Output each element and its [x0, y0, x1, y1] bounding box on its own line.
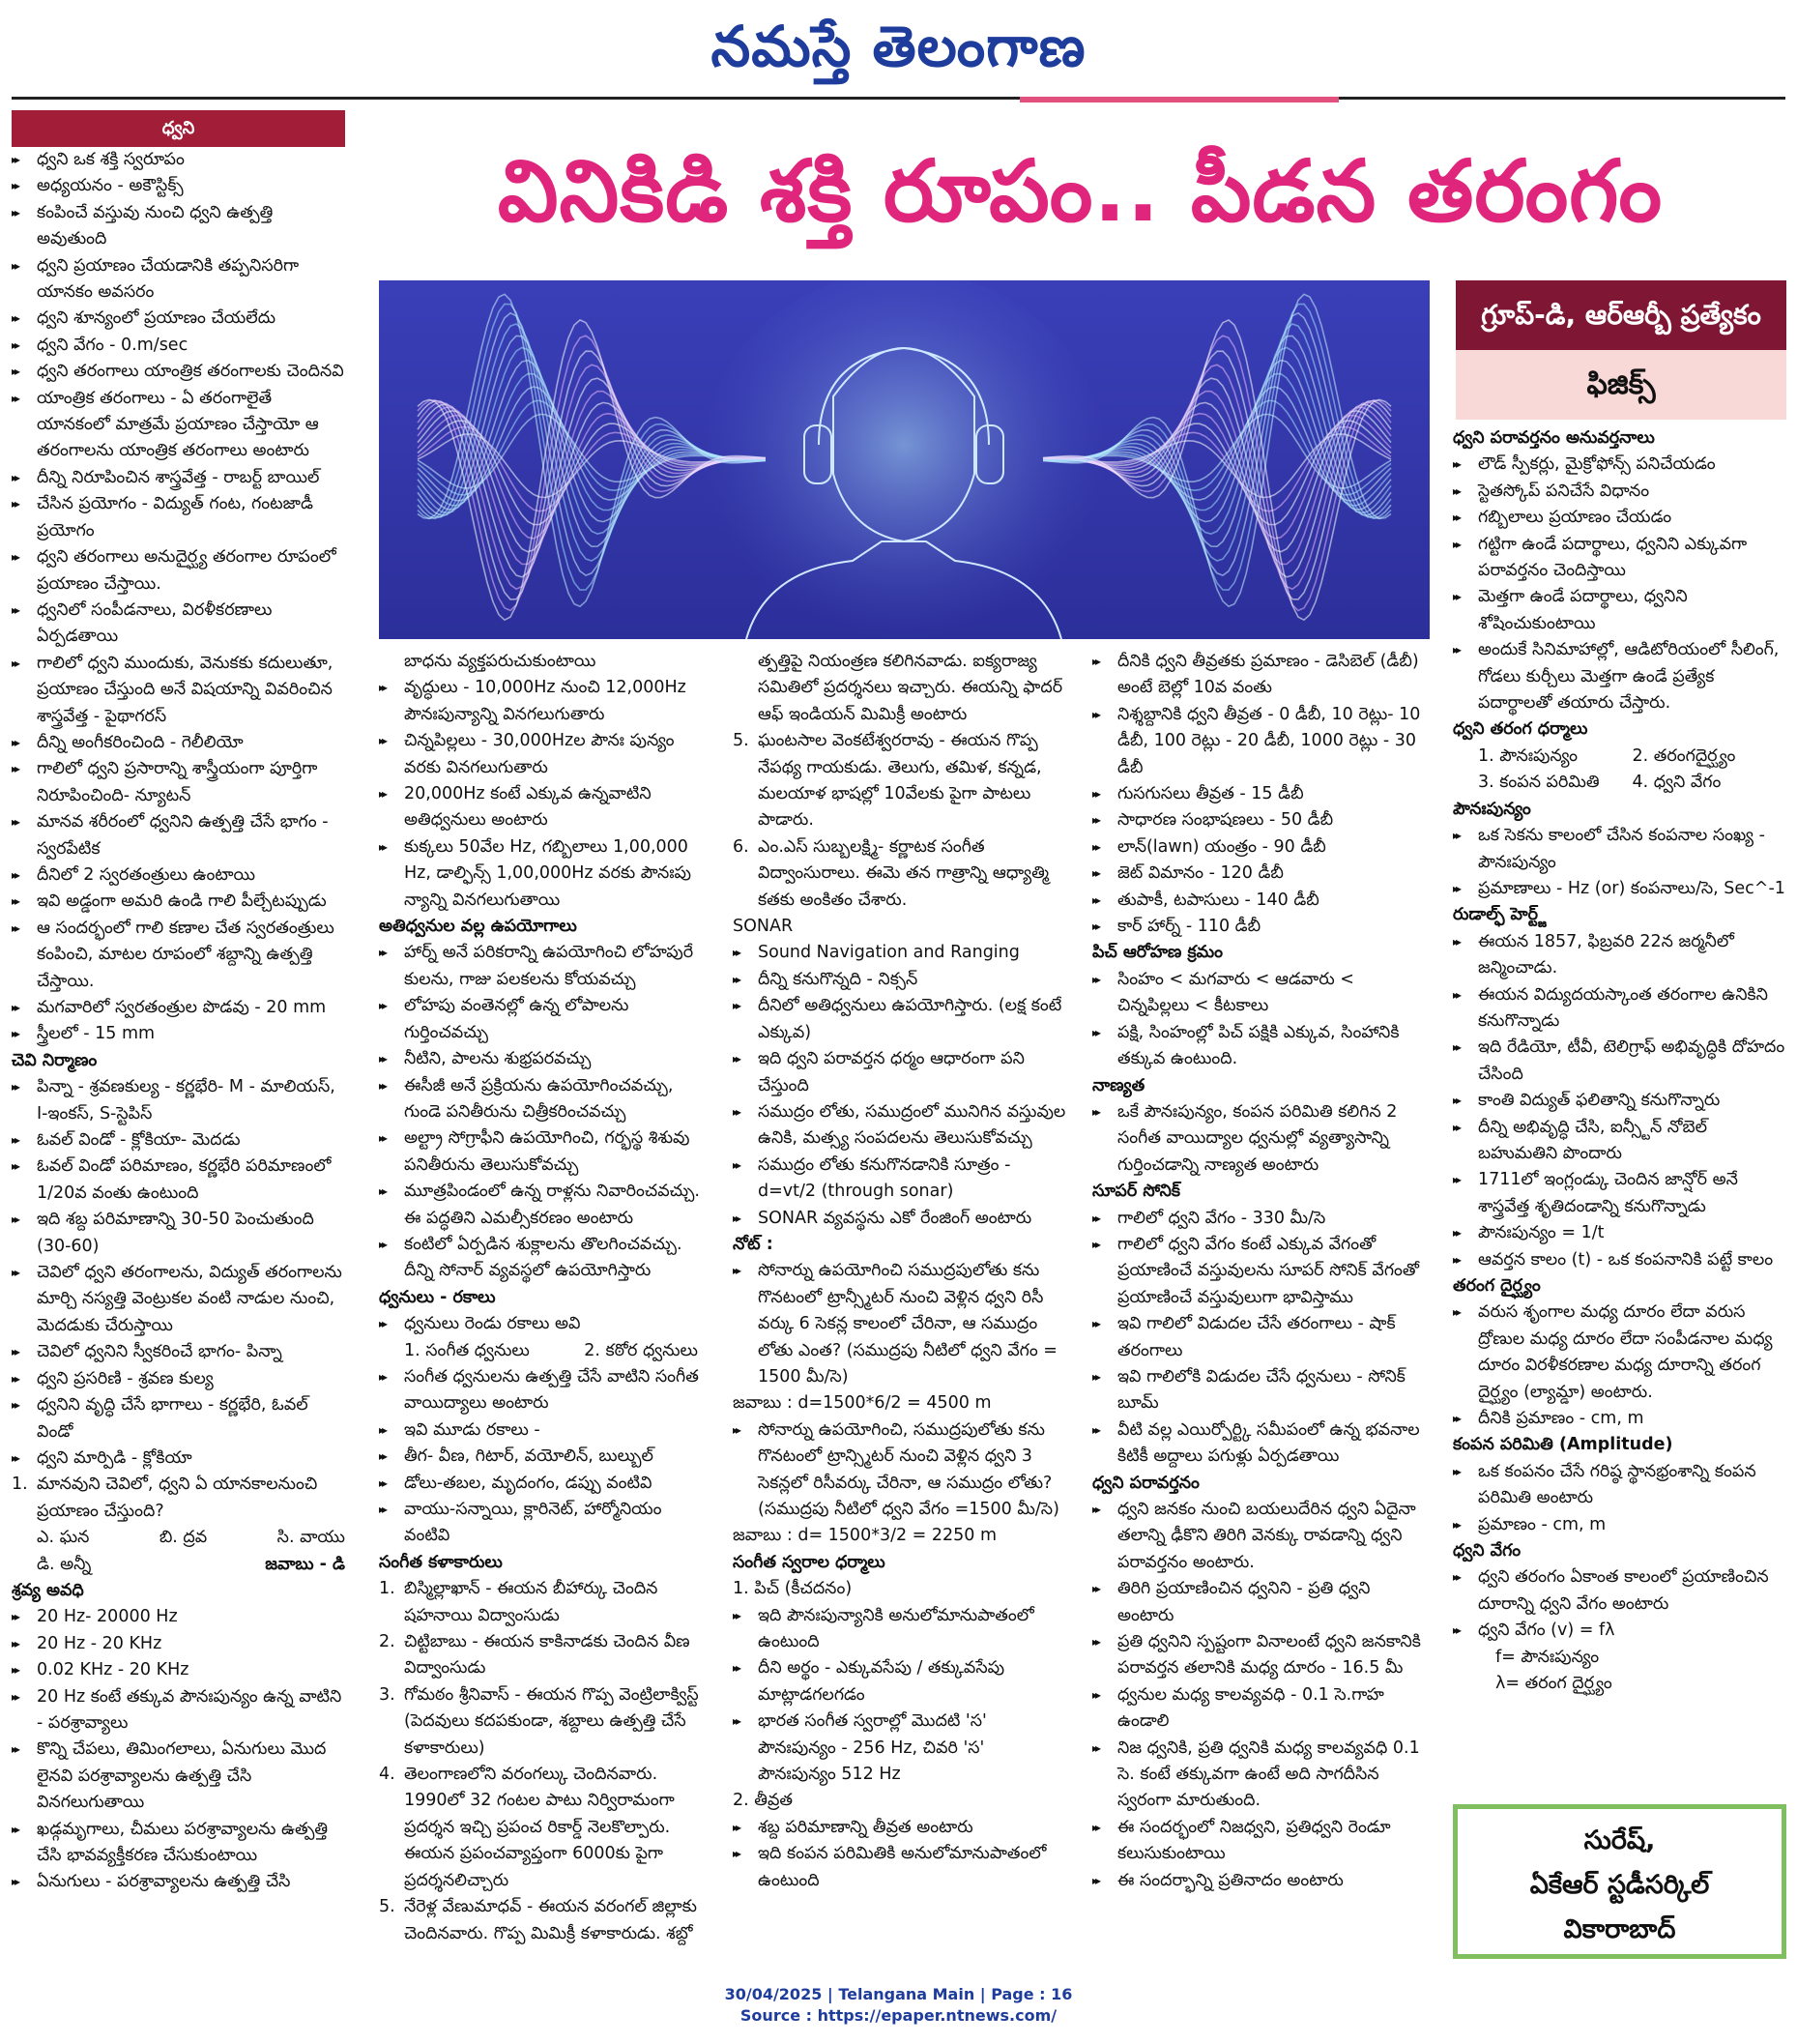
column-4d-list — [1092, 1206, 1429, 1471]
list-item: ▸▸ స్త్రీలలో - 15 mm — [12, 1021, 345, 1047]
list-item: ▸▸ గబ్బిలాలు ప్రయాణం చేయడం — [1453, 505, 1786, 531]
list-item: 2. చిట్టిబాబు - ఈయన కాకినాడకు చెందిన వీణ విద్వాంసుడు — [379, 1632, 690, 1679]
list-item: ▸▸ ఇది కంపన పరిమితికి అనులోమానుపాతంలో ఉంటుంది — [733, 1841, 1066, 1894]
column-4-list — [1092, 649, 1429, 940]
list-item: ▸▸ గుసగుసలు తీవ్రత - 15 డీబీ — [1092, 781, 1429, 807]
column-2d-list — [379, 1576, 708, 1947]
list-item: ▸▸ దీన్ని అంగీకరించింది - గెలీలియో — [12, 730, 345, 756]
sound-types-row: 1. సంగీత ధ్వనులు 2. కఠోర ధ్వనులు — [404, 1340, 698, 1360]
list-item: ▸▸ కంపించే వస్తువు నుంచి ధ్వని ఉత్పత్తి అవుతుంది — [12, 200, 345, 253]
subheading-musical-properties: సంగీత స్వరాల ధర్మాలు — [733, 1552, 885, 1572]
list-item: ▸▸ గాలిలో ధ్వని వేగం - 330 మీ/సె — [1092, 1206, 1429, 1232]
list-item: ▸▸ పౌనఃపున్యం = 1/t — [1453, 1220, 1786, 1246]
subheading-reflection-applications: ధ్వని పరావర్తనం అనువర్తనాలు — [1453, 428, 1655, 448]
list-item: ▸▸ ఈయన విద్యుదయస్కాంత తరంగాల ఉనికిని కనుగొన్నాడు — [1453, 982, 1786, 1036]
formula-f: f= పౌనఃపున్యం — [1495, 1647, 1600, 1667]
newspaper-title: నమస్తే తెలంగాణ — [710, 14, 1087, 79]
column-3d-list — [733, 1417, 1066, 1524]
list-item: ▸▸ ఈ సందర్భంలో నిజధ్వని, ప్రతిధ్వని రెండూ కలుసుకుంటాయి — [1092, 1815, 1429, 1868]
list-item: ▸▸ ఇది శబ్ద పరిమాణాన్ని 30-50 పెంచుతుంది (30-60) — [12, 1207, 345, 1260]
list-item: ▸▸ జెట్ విమానం - 120 డీబీ — [1092, 861, 1429, 887]
list-item: ▸▸ ఏనుగులు - పరశ్రావ్యాలను ఉత్పత్తి చేసి — [12, 1869, 345, 1895]
subheading-audible-range: శ్రవ్య అవధి — [12, 1580, 84, 1600]
column-3e-list — [733, 1603, 1066, 1789]
list-item: ▸▸ ఒక సెకను కాలంలో చేసిన కంపనాల సంఖ్య - పౌనఃపున్యం — [1453, 823, 1786, 876]
list-item: ▸▸ ధ్వని వేగం (v) = fλ — [1453, 1618, 1786, 1644]
subheading-hertz: రుడాల్ఫ్ హెర్ట్జ్ — [1453, 905, 1547, 925]
list-item: ▸▸ ఈసీజీ అనే ప్రక్రియను ఉపయోగించవచ్చు, గుండె పనితీరును చిత్రీకరించవచ్చు — [379, 1073, 708, 1126]
subheading-pitch-order: పిచ్ ఆరోహణ క్రమం — [1092, 943, 1223, 963]
column-2-list — [379, 675, 708, 914]
subheading-reflection: ధ్వని పరావర్తనం — [1092, 1473, 1200, 1493]
list-item: ▸▸ సముద్రం లోతు, సముద్రంలో మునిగిన వస్తువుల ఉనికి, మత్స్య సంపదలను తెలుసుకోవచ్చు — [733, 1099, 1066, 1153]
list-item: ▸▸ భారత సంగీత స్వరాల్లో మొదటి 'స' పౌనఃపున్యం - 256 Hz, చివరి 'స' పౌనఃపున్యం 512 Hz — [733, 1708, 1066, 1788]
list-item: ▸▸ కార్ హార్న్ - 110 డీబీ — [1092, 914, 1429, 940]
subheading-ultrasound-uses: అతిధ్వనుల వల్ల ఉపయోగాలు — [379, 917, 577, 937]
list-item: ▸▸ ఖడ్గమృగాలు, చీమలు పరశ్రావ్యాలను ఉత్పత్తి చేసి భావవ్యక్తీకరణ చేసుకుంటాయి — [12, 1817, 345, 1870]
continued-text: త్పత్తిపై నియంత్రణ కలిగినవాడు. ఐక్యరాజ్య సమితిలో ప్రదర్శనలు ఇచ్చారు. ఈయన్ని ఫాదర్ ఆఫ్ ఇండియన్ మిమిక్రీ అంటారు — [758, 652, 1063, 724]
list-item: ▸▸ వృద్ధులు - 10,000Hz నుంచి 12,000Hz పౌనఃపున్యాన్ని వినగలుగుతారు — [379, 675, 708, 728]
list-item: ▸▸ ఇది ధ్వని పరావర్తన ధర్మం ఆధారంగా పని చేస్తుంది — [733, 1046, 1066, 1099]
list-item: ▸▸ సోనార్ను ఉపయోగించి, సముద్రపులోతు కను గొనటంలో ట్రాన్స్మిటర్ నుంచి వెళ్లిన ధ్వని 3 సెకన్లలో రిసీవర్కు చేరినా, ఆ సముద్రం లోతు? (సముద్రపు నీటిలో ధ్వని వేగం =1500 మీ/సె) — [733, 1417, 1066, 1524]
column-4e-list — [1092, 1497, 1429, 1894]
subheading-note: నోట్ : — [733, 1234, 773, 1254]
subheading-ear-structure: చెవి నిర్మాణం — [12, 1050, 98, 1070]
column-5g-list — [1453, 1564, 1786, 1644]
question-answer-row: డి. అన్నీ జవాబు - డి — [37, 1554, 345, 1574]
list-item: 1. బిస్మిల్లాఖాన్ - ఈయన బీహార్కు చెందిన షహనాయి విద్వాంసుడు — [379, 1579, 658, 1625]
list-item: ▸▸ తిరిగి ప్రయాణించిన ధ్వనిని - ప్రతి ధ్వని అంటారు — [1092, 1576, 1429, 1629]
list-item: ▸▸ ధ్వని మార్పిడి - క్లోకియా — [12, 1445, 345, 1472]
column-1c-list — [12, 1604, 345, 1895]
list-item: ▸▸ లాన్(lawn) యంత్రం - 90 డీబీ — [1092, 834, 1429, 861]
list-item: ▸▸ అధ్యయనం - అకౌస్టిక్స్ — [12, 173, 345, 199]
list-item: ▸▸ అల్ట్రా సోగ్రాఫీని ఉపయోగించి, గర్భస్థ శిశువు పనితీరును తెలుసుకోవచ్చు — [379, 1125, 708, 1179]
list-item: ▸▸ 20 Hz - 20 KHz — [12, 1631, 345, 1657]
column-3f-list — [733, 1815, 1066, 1894]
list-item: ▸▸ చిన్నపిల్లలు - 30,000Hzల పౌనః పున్యం వరకు వినగలుగుతారు — [379, 728, 708, 781]
list-item: ▸▸ కుక్కలు 50వేల Hz, గబ్బిలాలు 1,00,000 Hz, డాల్ఫిన్స్ 1,00,000Hz వరకు పౌనఃపు న్యాన్ని వినగలుగుతాయి — [379, 834, 708, 914]
list-item: ▸▸ దీనికి ప్రమాణం - cm, m — [1453, 1406, 1786, 1432]
list-item: ▸▸ మగవారిలో స్వరతంత్రుల పొడవు - 20 mm — [12, 995, 345, 1021]
list-item: ▸▸ లౌడ్ స్పీకర్లు, మైక్రోఫోన్స్ పనిచేయడం — [1453, 452, 1786, 478]
list-item: ▸▸ సముద్రం లోతు కనుగొనడానికి సూత్రం - d=vt/2 (through sonar) — [733, 1153, 1066, 1206]
list-item: ▸▸ ధ్వని తరంగాలు యాంత్రిక తరంగాలకు చెందినవి — [12, 359, 345, 385]
list-item: ▸▸ ధ్వనులు రెండు రకాలు అవి — [379, 1311, 708, 1337]
column-5d-list — [1453, 929, 1786, 1273]
list-item: 3. గోమఠం శ్రీనివాస్ - ఈయన గొప్ప వెంట్రిలాక్విస్ట్ (పెదవులు కదపకుండా, శబ్దాలు ఉత్పత్తి చేసే కళాకారులు) — [379, 1684, 699, 1758]
list-item: ▸▸ కొన్ని చేపలు, తిమింగలాలు, ఏనుగులు మొద లైనవి పరశ్రావ్యాలను ఉత్పత్తి చేసి వినగలుగుతాయి — [12, 1737, 345, 1816]
column-1b-list — [12, 1074, 345, 1472]
list-item: ▸▸ ఒకే పౌనఃపున్యం, కంపన పరిమితి కలిగిన 2 సంగీత వాయిద్యాల ధ్వనుల్లో వ్యత్యాసాన్ని గుర్తించడాన్ని నాణ్యత అంటారు — [1092, 1099, 1429, 1179]
list-item: ▸▸ దీనిలో అతిధ్వనులు ఉపయోగిస్తారు. (లక్ష కంటే ఎక్కువ) — [733, 993, 1066, 1046]
column-5 — [1453, 425, 1786, 1698]
continued-text: బాధను వ్యక్తపరుచుకుంటాయి — [404, 652, 596, 671]
list-item: ▸▸ ధ్వని జనకం నుంచి బయలుదేరిన ధ్వని ఏదైనా తలాన్ని ఢీకొని తిరిగి వెనక్కు రావడాన్ని ధ్వని పరావర్తనం అంటారు. — [1092, 1497, 1429, 1576]
pitch-label: 1. పిచ్ (కీచదనం) — [733, 1579, 853, 1599]
subheading-supersonic: సూపర్ సోనిక్ — [1092, 1182, 1181, 1202]
list-item: ▸▸ 0.02 KHz - 20 KHz — [12, 1657, 345, 1683]
column-2c-list — [379, 1364, 708, 1550]
list-item: ▸▸ ధ్వని వేగం - 0.m/sec — [12, 333, 345, 359]
list-item: ▸▸ ఇది పౌనఃపున్యానికి అనులోమానుపాతంలో ఉంటుంది — [733, 1603, 1066, 1656]
column-1-list — [12, 147, 345, 1048]
list-item: ▸▸ ధ్వనుల మధ్య కాలవ్యవధి - 0.1 సె.గాహ ఉండాలి — [1092, 1682, 1429, 1736]
list-item: ▸▸ డోలు-తబల, మృదంగం, డప్పు వంటివి — [379, 1471, 708, 1497]
list-item: ▸▸ గాలిలో ధ్వని వేగం కంటే ఎక్కువ వేగంతో ప్రయాణించే వస్తువులను సూపర్ సోనిక్ వేగంతో ప్రయాణించే వస్తువులుగా భావిస్తాము — [1092, 1232, 1429, 1311]
list-item: ▸▸ దీన్ని నిరూపించిన శాస్త్రవేత్త - రాబర్ట్ బాయిల్ — [12, 465, 345, 491]
subheading-frequency: పౌనఃపున్యం — [1453, 799, 1531, 819]
hero-illustration — [379, 280, 1430, 639]
list-item: ▸▸ అందుకే సినిమాహాల్లో, ఆడిటోరియంలో సీలింగ్, గోడలు కుర్చీలు మెత్తగా ఉండే ప్రత్యేక పదార్థాలతో తయారు చేస్తారు. — [1453, 637, 1786, 716]
headline: వినికిడి శక్తి రూపం.. పీడన తరంగం — [497, 141, 1664, 241]
list-item: ▸▸ దీని అర్థం - ఎక్కువసేపు / తక్కువసేపు మాట్లాడగలగడం — [733, 1655, 1066, 1708]
list-item: ▸▸ 20,000Hz కంటే ఎక్కువ ఉన్నవాటిని అతిధ్వనులు అంటారు — [379, 781, 708, 834]
list-item: ▸▸ హార్న్ అనే పరికరాన్ని ఉపయోగించి లోహపురే కులను, గాజు పలకలను కోయవచ్చు — [379, 940, 708, 993]
list-item: ▸▸ ప్రమాణాలు - Hz (or) కంపనాలు/సె, Sec^-1 — [1453, 876, 1786, 902]
question-1: 1. మానవుని చెవిలో, ధ్వని ఏ యానకాలనుంచి ప్రయాణం చేస్తుంది? — [12, 1475, 318, 1521]
list-item: ▸▸ నిజ ధ్వనికి, ప్రతి ధ్వనికి మధ్య కాలవ్యవధి 0.1 సె. కంటే తక్కువగా ఉంటే అది సాగదీసిన స్వరంగా మారుతుంది. — [1092, 1736, 1429, 1815]
list-item: ▸▸ సాధారణ సంభాషణలు - 50 డీబీ — [1092, 807, 1429, 833]
subheading-quality: నాణ్యత — [1092, 1075, 1145, 1095]
list-item: ▸▸ చెవిలో ధ్వనిని స్వీకరించే భాగం- పిన్నా — [12, 1339, 345, 1365]
list-item: ▸▸ ప్రమాణం - cm, m — [1453, 1512, 1786, 1538]
list-item: ▸▸ తుపాకీ, టపాసులు - 140 డీబీ — [1092, 888, 1429, 914]
answer-2: జవాబు : d= 1500*3/2 = 2250 m — [733, 1526, 998, 1546]
list-item: ▸▸ నీటిని, పాలను శుభ్రపరవచ్చు — [379, 1046, 708, 1072]
column-4b-list — [1092, 967, 1429, 1073]
list-item: ▸▸ చెవిలో ధ్వని తరంగాలను, విద్యుత్ తరంగాలను మార్చి నస్యత్తి వెంట్రుకల వంటి నాడుల నుంచి, మెదడుకు చేరుస్తాయి — [12, 1260, 345, 1339]
list-item: ▸▸ వరుస శృంగాల మధ్య దూరం లేదా వరుస ద్రోణుల మధ్య దూరం లేదా సంపీడనాల మధ్య దూరం విరళీకరణాల మధ్య దూరాన్ని తరంగ దైర్ఘ్యం (ల్యామ్డా) అంటారు. — [1453, 1299, 1786, 1406]
list-item: ▸▸ ధ్వని ప్రయాణం చేయడానికి తప్పనిసరిగా యానకం అవసరం — [12, 253, 345, 307]
column-3c-list — [733, 1258, 1066, 1390]
list-item: ▸▸ దీనిలో 2 స్వరతంత్రులు ఉంటాయి — [12, 862, 345, 889]
list-item: ▸▸ మానవ శరీరంలో ధ్వనిని ఉత్పత్తి చేసే భాగం - స్వరపేటిక — [12, 809, 345, 862]
intensity-label: 2. తీవ్రత — [733, 1791, 794, 1811]
subheading-sonar: SONAR — [733, 917, 794, 937]
list-item: 6. ఎం.ఎస్ సుబ్బలక్ష్మి- కర్ణాటక సంగీత విద్వాంసురాలు. ఈమె తన గాత్రాన్ని ఆధ్యాత్మి కతకు అంకితం చేశారు. — [733, 836, 1049, 910]
list-item: ▸▸ ఈయన 1857, ఫిబ్రవరి 22న జర్మనీలో జన్మించాడు. — [1453, 929, 1786, 982]
subject-tag: ఫిజిక్స్ — [1456, 350, 1786, 420]
list-item: ▸▸ పక్షి, సింహంల్లో పిచ్ పక్షికి ఎక్కువ, సింహానికి తక్కువ ఉంటుంది. — [1092, 1020, 1429, 1073]
subheading-wavelength: తరంగ దైర్ఘ్యం — [1453, 1276, 1541, 1296]
list-item: ▸▸ కంటిలో ఏర్పడిన శుక్లాలను తొలగించవచ్చు. దీన్ని సోనార్ వ్యవస్థలో ఉపయోగిస్తారు — [379, 1232, 708, 1285]
list-item: ▸▸ ధ్వని తరంగం ఏకాంత కాలంలో ప్రయాణించిన దూరాన్ని ధ్వని వేగం అంటారు — [1453, 1564, 1786, 1618]
list-item: ▸▸ ధ్వని తరంగాలు అనుదైర్ఘ్య తరంగాల రూపంలో ప్రయాణం చేస్తాయి. — [12, 544, 345, 598]
list-item: ▸▸ SONAR వ్యవస్థను ఎకో రేంజింగ్ అంటారు — [733, 1206, 1066, 1232]
column-2 — [379, 649, 708, 1947]
column-1 — [12, 147, 345, 1896]
list-item: ▸▸ సింహం < మగవారు < ఆడవారు < చిన్నపిల్లలు < కీటకాలు — [1092, 967, 1429, 1020]
subheading-wave-properties: ధ్వని తరంగ ధర్మాలు — [1453, 719, 1588, 740]
list-item: ▸▸ శబ్ద పరిమాణాన్ని తీవ్రత అంటారు — [733, 1815, 1066, 1841]
list-item: ▸▸ ఇవి గాలిలోకి విడుదల చేసే ధ్వనులు - సోనిక్ బూమ్ — [1092, 1364, 1429, 1417]
list-item: ▸▸ గాలిలో ధ్వని ప్రసారాన్ని శాస్త్రీయంగా పూర్తిగా నిరూపించింది- న్యూటన్ — [12, 756, 345, 809]
list-item: 5. ఘంటసాల వెంకటేశ్వరరావు - ఈయన గొప్ప నేపథ్య గాయకుడు. తెలుగు, తమిళ, కన్నడ, మలయాళ భాషల్లో 10వేలకు పైగా పాటలు పాడారు. — [733, 731, 1042, 831]
list-item: ▸▸ లోహపు వంతెనల్లో ఉన్న లోపాలను గుర్తించవచ్చు — [379, 993, 708, 1046]
list-item: 4. తెలంగాణలోని వరంగల్కు చెందినవారు. 1990లో 32 గంటల పాటు నిర్విరామంగా ప్రదర్శన ఇచ్చి ప్రపంచ రికార్డ్ నెలకొల్పారు. ఈయన ప్రపంచవ్యాప్తంగా 6000కు పైగా ప్రదర్శనలిచ్చారు — [379, 1765, 675, 1890]
list-item: ▸▸ మూత్రపిండంలో ఉన్న రాళ్లను నివారించవచ్చు. ఈ పద్ధతిని ఎమల్సీకరణం అంటారు — [379, 1179, 708, 1232]
list-item: ▸▸ వీటి వల్ల ఎయిర్పోర్ట్కి సమీపంలో ఉన్న భవనాల కిటికీ అద్దాలు పగుళ్లు ఏర్పడతాయి — [1092, 1417, 1429, 1471]
column-5e-list — [1453, 1299, 1786, 1432]
list-item: ▸▸ ఇవి మూడు రకాలు - — [379, 1417, 708, 1444]
list-item: ▸▸ నిశ్శబ్దానికి ధ్వని తీవ్రత - 0 డీబీ, 10 రెట్లు- 10 డీబీ, 100 రెట్లు - 20 డీబీ, 1000 రెట్లు - 30 డీబీ — [1092, 702, 1429, 781]
list-item: ▸▸ 1711లో ఇంగ్లండ్కు చెందిన జాన్షోర్ అనే శాస్త్రవేత్త శృతిదండాన్ని కనుగొన్నాడు — [1453, 1167, 1786, 1220]
list-item: ▸▸ ధ్వని శూన్యంలో ప్రయాణం చేయలేదు — [12, 306, 345, 332]
footer-source: Source : https://epaper.ntnews.com/ — [739, 2006, 1058, 2025]
author-place: వికారాబాద్ — [1563, 1914, 1676, 1944]
list-item: ▸▸ 20 Hz కంటే తక్కువ పౌనఃపున్యం ఉన్న వాటిని - పరశ్రావ్యాలు — [12, 1684, 345, 1737]
exam-tag: గ్రూప్-డి, ఆర్ఆర్బీ ప్రత్యేకం — [1456, 280, 1786, 350]
list-item: ▸▸ ఓవల్ విండో పరిమాణం, కర్ణభేరి పరిమాణంలో 1/20వ వంతు ఉంటుంది — [12, 1153, 345, 1207]
list-item: ▸▸ తీగ- వీణ, గిటార్, వయోలిన్, బుల్బుల్ — [379, 1444, 708, 1470]
list-item: ▸▸ ఇది రేడియో, టీవీ, టెలిగ్రాఫ్ అభివృద్ధికి దోహదం చేసింది — [1453, 1035, 1786, 1088]
list-item: ▸▸ ఇవి అడ్డంగా అమరి ఉండి గాలి పీల్చేటప్పుడు — [12, 889, 345, 915]
wave-properties-grid: 1. పౌనఃపున్యం 2. తరంగదైర్ఘ్యం 3. కంపన పరిమితి 4. ధ్వని వేగం — [1478, 745, 1736, 793]
subheading-music-artists: సంగీత కళాకారులు — [379, 1552, 503, 1572]
list-item: ▸▸ పిన్నా - శ్రవణకుల్య - కర్ణభేరి- M - మాలియస్, I-ఇంకస్, S-స్టెపిస్ — [12, 1074, 345, 1127]
list-item: ▸▸ ధ్వనిని వృద్ధి చేసే భాగాలు - కర్ణభేరి, ఓవల్ విండో — [12, 1392, 345, 1445]
column-3 — [733, 649, 1066, 1894]
list-item: ▸▸ గాలిలో ధ్వని ముందుకు, వెనుకకు కదులుతూ, ప్రయాణం చేస్తుంది అనే విషయాన్ని వివరించిన శాస్త్రవేత్త - పైథాగరస్ — [12, 651, 345, 730]
list-item: ▸▸ మెత్తగా ఉండే పదార్థాలు, ధ్వనిని శోషించుకుంటాయి — [1453, 584, 1786, 637]
list-item: ▸▸ ఒక కంపనం చేసే గరిష్ఠ స్థానభ్రంశాన్ని కంపన పరిమితి అంటారు — [1453, 1459, 1786, 1512]
list-item: ▸▸ దీనికి ధ్వని తీవ్రతకు ప్రమాణం - డెసిబెల్ (డీబీ) అంటే బెల్లో 10వ వంతు — [1092, 649, 1429, 702]
column-4 — [1092, 649, 1429, 1894]
column-5c-list — [1453, 823, 1786, 902]
list-item: ▸▸ దీన్ని అభివృద్ధి చేసి, ఐన్స్టీన్ నోబెల్ బహుమతిని పొందారు — [1453, 1115, 1786, 1168]
list-item: ▸▸ సంగీత ధ్వనులను ఉత్పత్తి చేసే వాటిని సంగీత వాయిద్యాలు అంటారు — [379, 1364, 708, 1417]
list-item: ▸▸ ప్రతి ధ్వనిని స్పష్టంగా వినాలంటే ధ్వని జనకానికి పరావర్తన తలానికి మధ్య దూరం - 16.5 మీ — [1092, 1629, 1429, 1682]
list-item: ▸▸ చేసిన ప్రయోగం - విద్యుత్ గంట, గంటజాడీ ప్రయోగం — [12, 491, 345, 544]
author-name: సురేష్, — [1583, 1825, 1656, 1855]
subheading-amplitude: కంపన పరిమితి (Amplitude) — [1453, 1435, 1673, 1455]
formula-lambda: λ= తరంగ దైర్ఘ్యం — [1495, 1674, 1612, 1694]
list-item: ▸▸ ధ్వని ప్రసరిణి - శ్రవణ కుల్య — [12, 1366, 345, 1392]
list-item: ▸▸ ఈ సందర్భాన్ని ప్రతినాదం అంటారు — [1092, 1868, 1429, 1894]
top-rule — [12, 97, 1785, 100]
column-5f-list — [1453, 1459, 1786, 1538]
footer-date: 30/04/2025 | Telangana Main | Page : 16 — [724, 1985, 1073, 2003]
list-item: ▸▸ కాంతి విద్యుత్ ఫలితాన్ని కనుగొన్నారు — [1453, 1088, 1786, 1114]
column-5a-list — [1453, 452, 1786, 716]
list-item: ▸▸ గట్టిగా ఉండే పదార్థాలు, ధ్వనిని ఎక్కువగా పరావర్తనం చెందిస్తాయి — [1453, 532, 1786, 585]
list-item: ▸▸ యాంత్రిక తరంగాలు - ఏ తరంగాలైతే యానకంలో మాత్రమే ప్రయాణం చేస్తాయో ఆ తరంగాలను యాంత్రిక తరంగాలు అంటారు — [12, 386, 345, 465]
column-4c-list — [1092, 1099, 1429, 1179]
column-3b-list — [733, 940, 1066, 1231]
masthead — [0, 0, 1797, 93]
section-label: ధ్వని — [12, 110, 345, 147]
list-item: ▸▸ వాయు-సన్నాయి, క్లారినెట్, హార్మోనియం వంటివి — [379, 1497, 708, 1550]
column-3-list — [733, 728, 1066, 914]
list-item: ▸▸ స్టెతస్కోప్ పనిచేసే విధానం — [1453, 479, 1786, 505]
list-item: ▸▸ సోనార్ను ఉపయోగించి సముద్రపులోతు కను గొనటంలో ట్రాన్స్మీటర్ నుంచి వెళ్లిన ధ్వని రిసీ వర్కు 6 సెకన్ల కాలంలో చేరినా, ఆ సముద్రం లోతు ఎంత? (సముద్రపు నీటిలో ధ్వని వేగం = 1500 మీ/సె) — [733, 1258, 1066, 1390]
author-box — [1453, 1804, 1786, 1959]
column-2b-list — [379, 940, 708, 1284]
list-item: ▸▸ Sound Navigation and Ranging — [733, 940, 1066, 966]
subheading-sound-speed: ధ్వని వేగం — [1453, 1541, 1522, 1562]
accent-rule — [1020, 97, 1339, 102]
list-item: ▸▸ ఇవి గాలిలో విడుదల చేసే తరంగాలు - షాక్ తరంగాలు — [1092, 1311, 1429, 1364]
author-org: ఏకేఆర్ స్టడీసర్కిల్ — [1529, 1870, 1710, 1900]
list-item: ▸▸ 20 Hz- 20000 Hz — [12, 1604, 345, 1630]
question-options: ఎ. ఘన బి. ద్రవ సి. వాయు — [37, 1528, 345, 1548]
list-item: ▸▸ ఆ సందర్భంలో గాలి కణాల చేత స్వరతంత్రులు కంపించి, మాటల రూపంలో శబ్దాన్ని ఉత్పత్తి చేస్తాయి. — [12, 916, 345, 995]
footer — [0, 1984, 1797, 2027]
answer-1: జవాబు : d=1500*6/2 = 4500 m — [733, 1393, 992, 1414]
subheading-sound-types: ధ్వనులు - రకాలు — [379, 1287, 496, 1307]
list-item: ▸▸ ధ్వనిలో సంపీడనాలు, విరళీకరణాలు ఏర్పడతాయి — [12, 598, 345, 651]
list-item: ▸▸ ఆవర్తన కాలం (t) - ఒక కంపనానికి పట్టే కాలం — [1453, 1247, 1786, 1273]
list-item: 5. నేరెళ్ల వేణుమాధవ్ - ఈయన వరంగల్ జిల్లాకు చెందినవారు. గొప్ప మిమిక్రీ కళాకారుడు. శబ్దో — [379, 1897, 697, 1943]
list-item: ▸▸ దీన్ని కనుగొన్నది - నిక్సన్ — [733, 967, 1066, 993]
list-item: ▸▸ ధ్వని ఒక శక్తి స్వరూపం — [12, 147, 345, 173]
list-item: ▸▸ ఓవల్ విండో - క్లోకియా- మెదడు — [12, 1127, 345, 1153]
